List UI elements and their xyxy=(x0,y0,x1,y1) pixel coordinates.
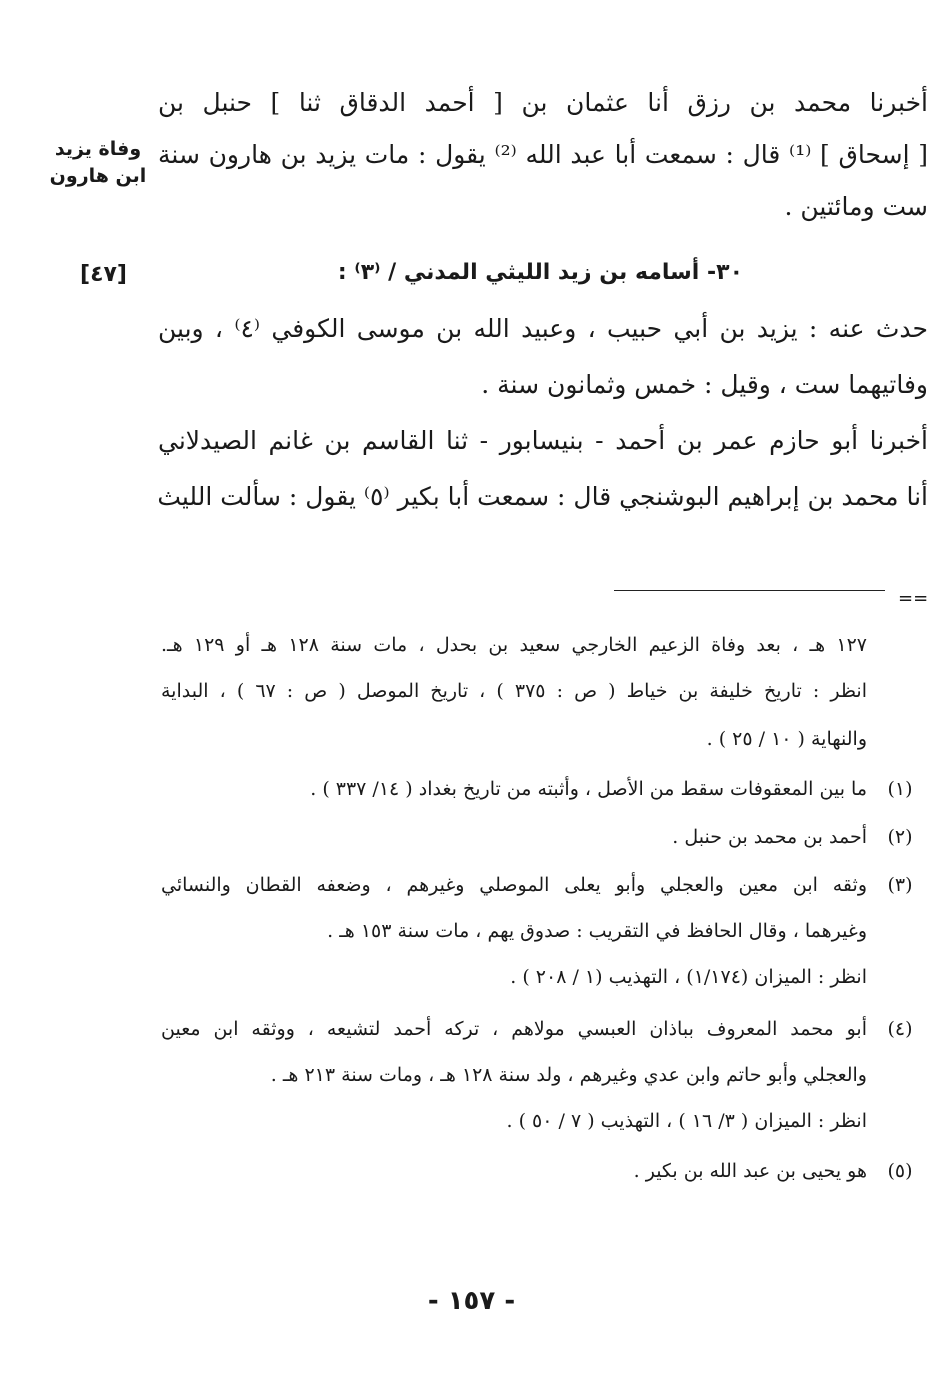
body-line-2: [ إسحاق ] ⁽¹⁾ قال : سمعت أبا عبد الله ⁽²⁾ يقول : مات يزيد بن هارون سنة xyxy=(158,140,928,169)
footnote-3-line-2: وغيرهما ، وقال الحافظ في التقريب : صدوق يهم ، مات سنة ١٥٣ هـ . xyxy=(327,920,867,942)
footnote-4-line-3: انظر : الميزان ( ٣/ ١٦ ) ، التهذيب ( ٧ / ٥٠ ) . xyxy=(506,1110,867,1132)
footnote-separator xyxy=(614,590,885,591)
entry-heading: ٣٠- أسامه بن زيد الليثي المدني / ⁽٣⁾ : xyxy=(337,260,743,285)
body-line-6: أخبرنا أبو حازم عمر بن أحمد - بنيسابور - ثنا القاسم بن غانم الصيدلاني xyxy=(158,426,928,455)
separator-mark: == xyxy=(898,588,929,609)
margin-note xyxy=(40,136,156,190)
footnote-3-line-1: وثقه ابن معين والعجلي وأبو يعلى الموصلي وغيرهم ، وضعفه القطان والنسائي xyxy=(161,874,867,896)
footnote-number-1: (١) xyxy=(887,778,913,800)
body-line-4: حدث عنه : يزيد بن أبي حبيب ، وعبيد الله بن موسى الكوفي ⁽٤⁾ ، وبين xyxy=(158,314,928,343)
footnote-continuation-line-3: والنهاية ( ١٠ / ٢٥ ) . xyxy=(706,728,867,750)
body-line-3: ست ومائتين . xyxy=(784,192,928,221)
footnote-4-line-1: أبو محمد المعروف بباذان العبسي مولاهم ، تركه أحمد لتشيعه ، ووثقه ابن معين xyxy=(161,1018,867,1040)
body-line-1: أخبرنا محمد بن رزق أنا عثمان بن [ أحمد الدقاق ثنا ] حنبل بن xyxy=(158,88,928,117)
footnote-3-line-3: انظر : الميزان (١/١٧٤) ، التهذيب (١ / ٢٠٨ ) . xyxy=(510,966,867,988)
footnote-number-5: (٥) xyxy=(887,1160,913,1182)
body-line-7: أنا محمد بن إبراهيم البوشنجي قال : سمعت أبا بكير ⁽٥⁾ يقول : سألت الليث xyxy=(157,482,928,511)
footnote-number-3: (٣) xyxy=(887,874,913,896)
footnote-continuation-line-2: انظر : تاريخ خليفة بن خياط ( ص : ٣٧٥ ) ، تاريخ الموصل ( ص : ٦٧ ) ، البداية xyxy=(161,680,868,702)
footnote-5-line-1: هو يحيى بن عبد الله بن بكير . xyxy=(633,1160,867,1182)
margin-note-line-1: وفاة يزيد xyxy=(54,138,142,160)
footnote-1-line-1: ما بين المعقوفات سقط من الأصل ، وأثبته من تاريخ بغداد ( ١٤/ ٣٣٧ ) . xyxy=(310,778,867,800)
footnote-continuation-line-1: ١٢٧ هـ ، بعد وفاة الزعيم الخارجي سعيد بن بحدل ، مات سنة ١٢٨ هـ أو ١٢٩ هـ. xyxy=(161,634,867,656)
margin-note-line-2: ابن هارون xyxy=(49,165,147,187)
footnote-2-line-1: أحمد بن محمد بن حنبل . xyxy=(672,826,867,848)
body-line-5: وفاتيهما ست ، وقيل : خمس وثمانون سنة . xyxy=(481,370,928,399)
footnote-4-line-2: والعجلي وأبو حاتم وابن عدي وغيرهم ، ولد سنة ١٢٨ هـ ، ومات سنة ٢١٣ هـ . xyxy=(270,1064,867,1086)
footnote-number-4: (٤) xyxy=(887,1018,913,1040)
page-number: - ١٥٧ - xyxy=(427,1286,516,1316)
footnote-number-2: (٢) xyxy=(887,826,913,848)
reference-number: [٤٧] xyxy=(80,262,127,287)
